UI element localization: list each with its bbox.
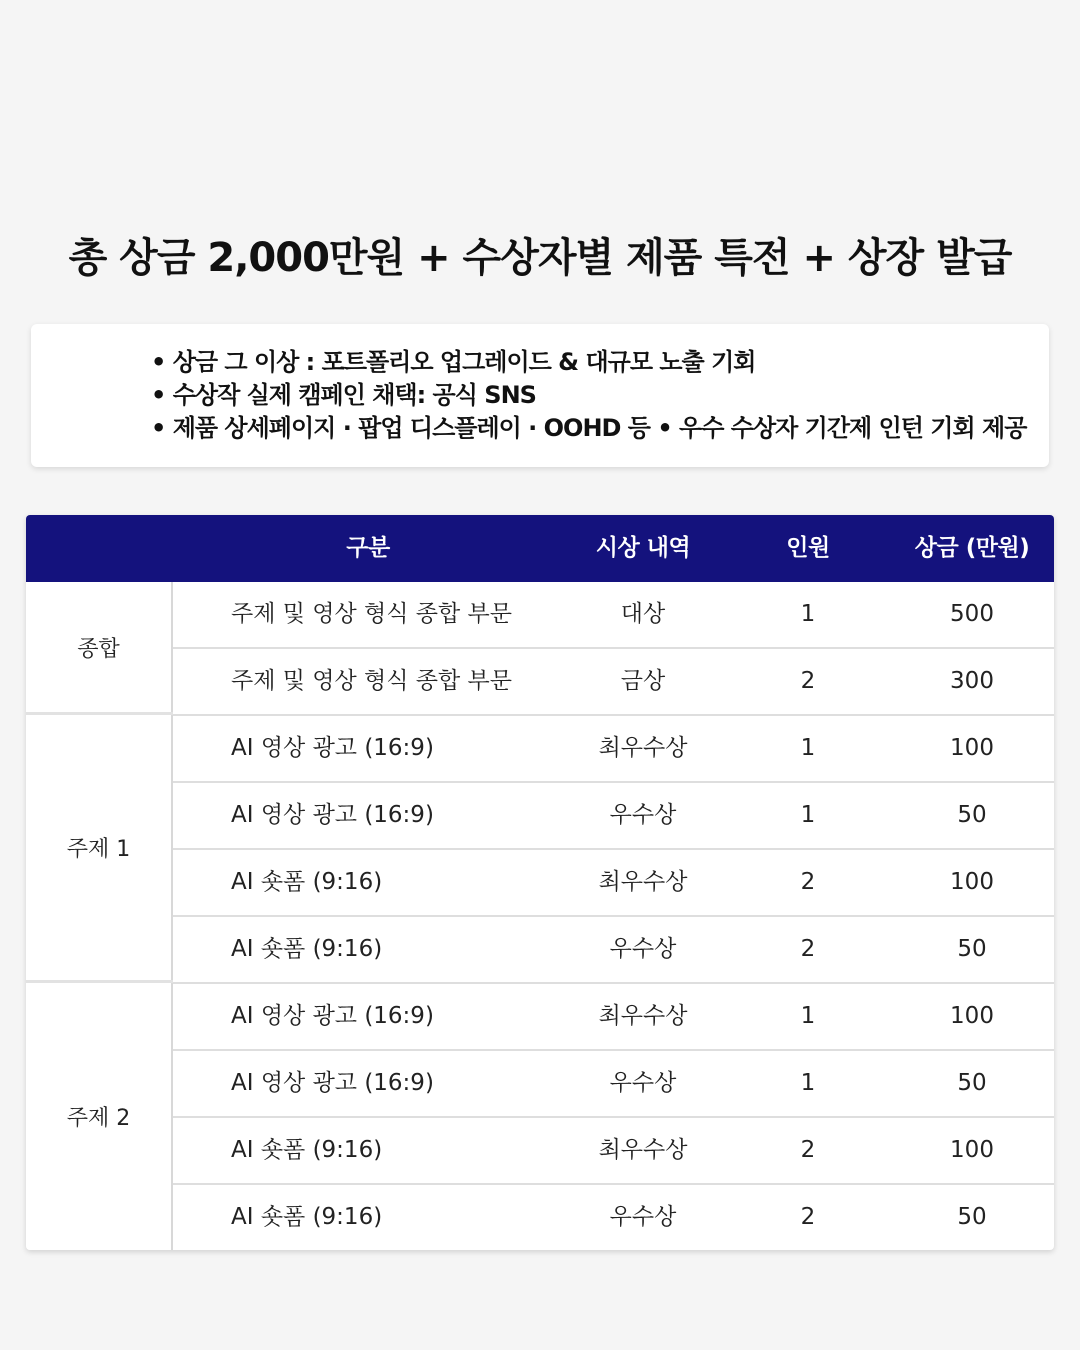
benefit-line: • 제품 상세페이지 · 팝업 디스플레이 · OOHD 등 • 우수 수상자 기간제 인턴 기회 제공 [151,414,1027,442]
benefit-line: • 수상작 실제 캠페인 채택: 공식 SNS [151,381,536,409]
row-count: 1 [800,1070,816,1096]
row-prize: 100 [950,869,994,895]
header-award: 시상 내역 [595,535,691,561]
row-category: AI 숏폼 (9:16) [231,1137,383,1163]
row-count: 1 [800,735,816,761]
row-category: 주제 및 영상 형식 종합 부문 [231,668,512,694]
row-category: AI 숏폼 (9:16) [231,1204,383,1230]
group-cell-topic-1: 주제 1 [26,715,173,980]
row-category: AI 숏폼 (9:16) [231,869,383,895]
row-count: 1 [800,601,816,627]
row-category: AI 영상 광고 (16:9) [231,735,434,761]
table-row [173,917,1054,984]
table-header [26,515,1054,582]
row-count: 1 [800,802,816,828]
row-award: 대상 [620,601,666,627]
row-prize: 100 [950,735,994,761]
row-prize: 300 [950,668,994,694]
row-count: 2 [800,869,816,895]
row-award: 최우수상 [598,869,688,895]
row-count: 2 [800,668,816,694]
table-row [173,1051,1054,1118]
table-row [173,850,1054,917]
benefit-line: • 상금 그 이상 : 포트폴리오 업그레이드 & 대규모 노출 기회 [151,348,756,376]
row-award: 우수상 [609,802,677,828]
row-prize: 50 [957,1070,987,1096]
row-prize: 50 [957,802,987,828]
table-row [173,783,1054,850]
row-count: 2 [800,1137,816,1163]
row-award: 최우수상 [598,735,688,761]
header-count: 인원 [786,535,830,561]
row-count: 2 [800,1204,816,1230]
row-category: AI 영상 광고 (16:9) [231,1003,434,1029]
prize-table [26,515,1054,1250]
page-headline: 총 상금 2,000만원 + 수상자별 제품 특전 + 상장 발급 [68,235,1012,281]
row-prize: 50 [957,1204,987,1230]
row-category: 주제 및 영상 형식 종합 부문 [231,601,512,627]
row-category: AI 숏폼 (9:16) [231,936,383,962]
group-cell-topic-2: 주제 2 [26,983,173,1250]
table-row [173,1185,1054,1250]
row-count: 1 [800,1003,816,1029]
row-award: 금상 [620,668,666,694]
row-category: AI 영상 광고 (16:9) [231,1070,434,1096]
row-award: 우수상 [609,1070,677,1096]
table-row [173,1118,1054,1185]
row-prize: 50 [957,936,987,962]
row-award: 우수상 [609,936,677,962]
table-row [173,716,1054,783]
row-prize: 100 [950,1137,994,1163]
row-category: AI 영상 광고 (16:9) [231,802,434,828]
benefits-box [31,324,1049,467]
table-row [173,649,1054,716]
row-prize: 500 [950,601,994,627]
table-row [173,984,1054,1051]
header-category: 구분 [346,535,390,561]
table-row [173,582,1054,649]
row-award: 최우수상 [598,1137,688,1163]
row-count: 2 [800,936,816,962]
header-prize: 상금 (만원) [914,535,1030,561]
row-award: 우수상 [609,1204,677,1230]
row-prize: 100 [950,1003,994,1029]
group-cell-overall: 종합 [26,582,173,713]
row-award: 최우수상 [598,1003,688,1029]
